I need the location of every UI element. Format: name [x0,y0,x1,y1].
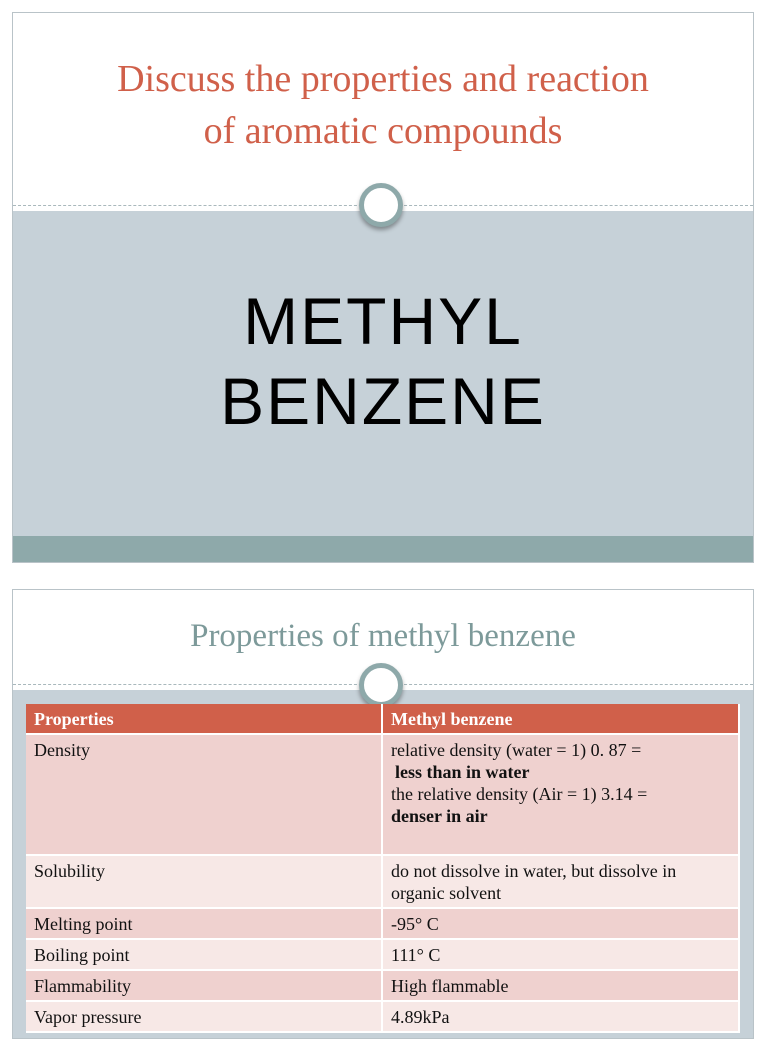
table-row [26,734,739,855]
property-name: Boiling point [26,939,382,970]
property-value [382,734,739,855]
property-name: Density [26,734,382,855]
slide-title [12,12,754,563]
slide-heading: Properties of methyl benzene [190,618,576,654]
accent-band [13,536,753,562]
property-value: 111° C [382,939,739,970]
circle-ornament-icon [359,663,403,707]
value-line: less than in water [395,762,530,782]
value-line: denser in air [391,806,488,826]
value-line: relative density (water = 1) 0. 87 = [391,740,642,760]
content-panel [13,211,753,562]
main-title [13,281,753,441]
column-header: Properties [26,704,382,734]
heading-line-1: Discuss the properties and reaction [117,58,649,100]
value-line: the relative density (Air = 1) 3.14 = [391,784,648,804]
property-value: do not dissolve in water, but dissolve in organic solvent [382,855,739,908]
property-name: Melting point [26,908,382,939]
property-value: -95° C [382,908,739,939]
table-row [26,970,739,1001]
table-row [26,939,739,970]
main-title-line-1: METHYL [243,284,523,358]
column-header: Methyl benzene [382,704,739,734]
table-row [26,1001,739,1032]
slide-heading [13,53,753,157]
table-row [26,908,739,939]
circle-ornament-icon [359,183,403,227]
slide-properties [12,589,754,1039]
table-row [26,855,739,908]
property-value: 4.89kPa [382,1001,739,1032]
property-name: Solubility [26,855,382,908]
table-header-row [26,704,739,734]
properties-table [26,704,740,1033]
property-value: High flammable [382,970,739,1001]
main-title-line-2: BENZENE [220,364,546,438]
property-name: Flammability [26,970,382,1001]
heading-line-2: of aromatic compounds [203,110,563,152]
property-name: Vapor pressure [26,1001,382,1032]
